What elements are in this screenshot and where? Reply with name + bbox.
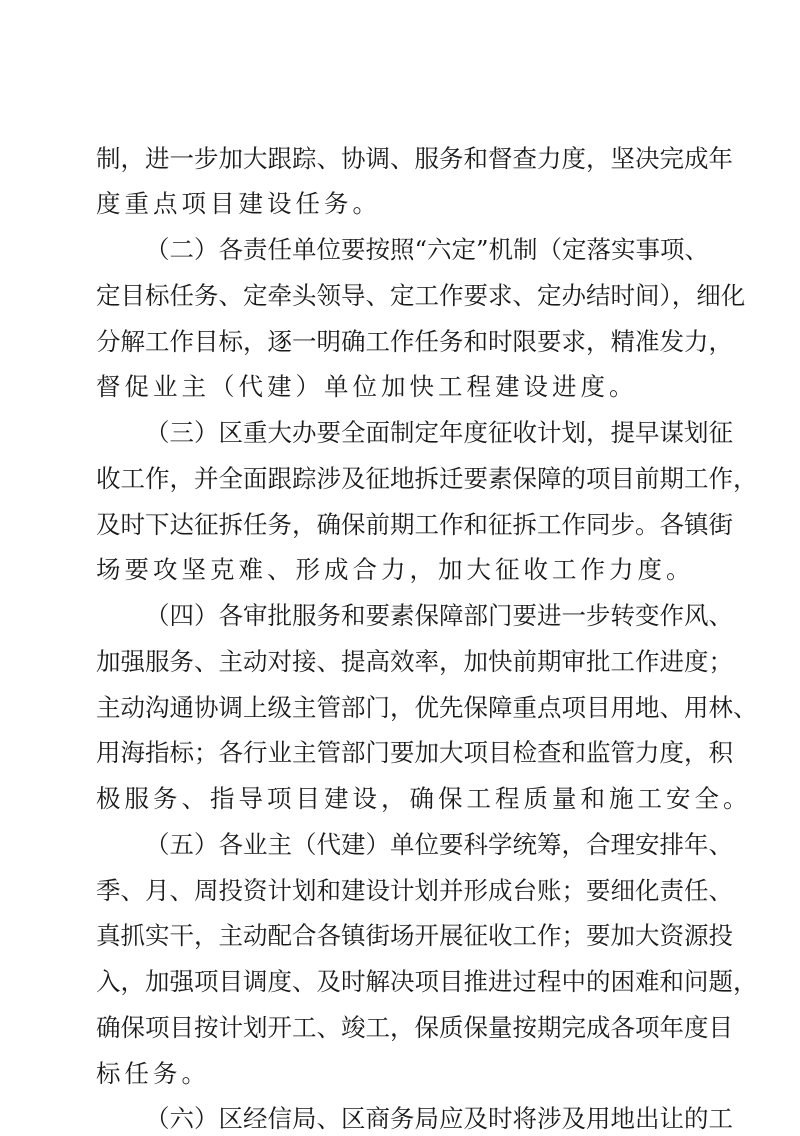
text-line: 分解工作目标，逐一明确工作任务和时限要求，精准发力， (96, 327, 733, 356)
paragraph-first-line: （五）各业主（代建）单位要科学统筹，合理安排年、 (145, 830, 733, 859)
text-line: 加强服务、主动对接、提高效率，加快前期审批工作进度； (96, 647, 733, 676)
text-line: 督促业主（代建）单位加快工程建设进度。 (96, 372, 638, 401)
text-line: 定目标任务、定牵头领导、定工作要求、定办结时间），细化 (96, 281, 746, 310)
paragraph-first-line: （四）各审批服务和要素保障部门要进一步转变作风、 (145, 601, 733, 630)
paragraph-first-line: （二）各责任单位要按照“六定”机制（定落实事项、 (145, 235, 710, 264)
text-line: 及时下达征拆任务，确保前期工作和征拆工作同步。各镇街 (96, 510, 733, 539)
paragraph-first-line: （三）区重大办要全面制定年度征收计划，提早谋划征 (145, 418, 733, 447)
text-line: 极服务、指导项目建设，确保工程质量和施工安全。 (96, 784, 752, 813)
text-line: 真抓实干，主动配合各镇街场开展征收工作；要加大资源投 (96, 921, 733, 950)
text-line: 收工作，并全面跟踪涉及征地拆迁要素保障的项目前期工作， (96, 464, 758, 493)
text-line: 场要攻坚克难、形成合力，加大征收工作力度。 (96, 555, 695, 584)
text-line: 主动沟通协调上级主管部门，优先保障重点项目用地、用林、 (96, 693, 758, 722)
text-line: 入，加强项目调度、及时解决项目推进过程中的困难和问题， (96, 967, 758, 996)
text-line: 用海指标；各行业主管部门要加大项目检查和监管力度，积 (96, 738, 733, 767)
text-line: 确保项目按计划开工、竣工，保质保量按期完成各项年度目 (96, 1013, 733, 1042)
text-line: 季、月、周投资计划和建设计划并形成台账；要细化责任、 (96, 876, 733, 905)
text-line: 制，进一步加大跟踪、协调、服务和督查力度，坚决完成年 (96, 144, 733, 173)
text-line: 标任务。 (96, 1059, 210, 1088)
text-line: 度重点项目建设任务。 (96, 189, 381, 218)
paragraph-first-line: （六）区经信局、区商务局应及时将涉及用地出让的工 (145, 1104, 733, 1133)
